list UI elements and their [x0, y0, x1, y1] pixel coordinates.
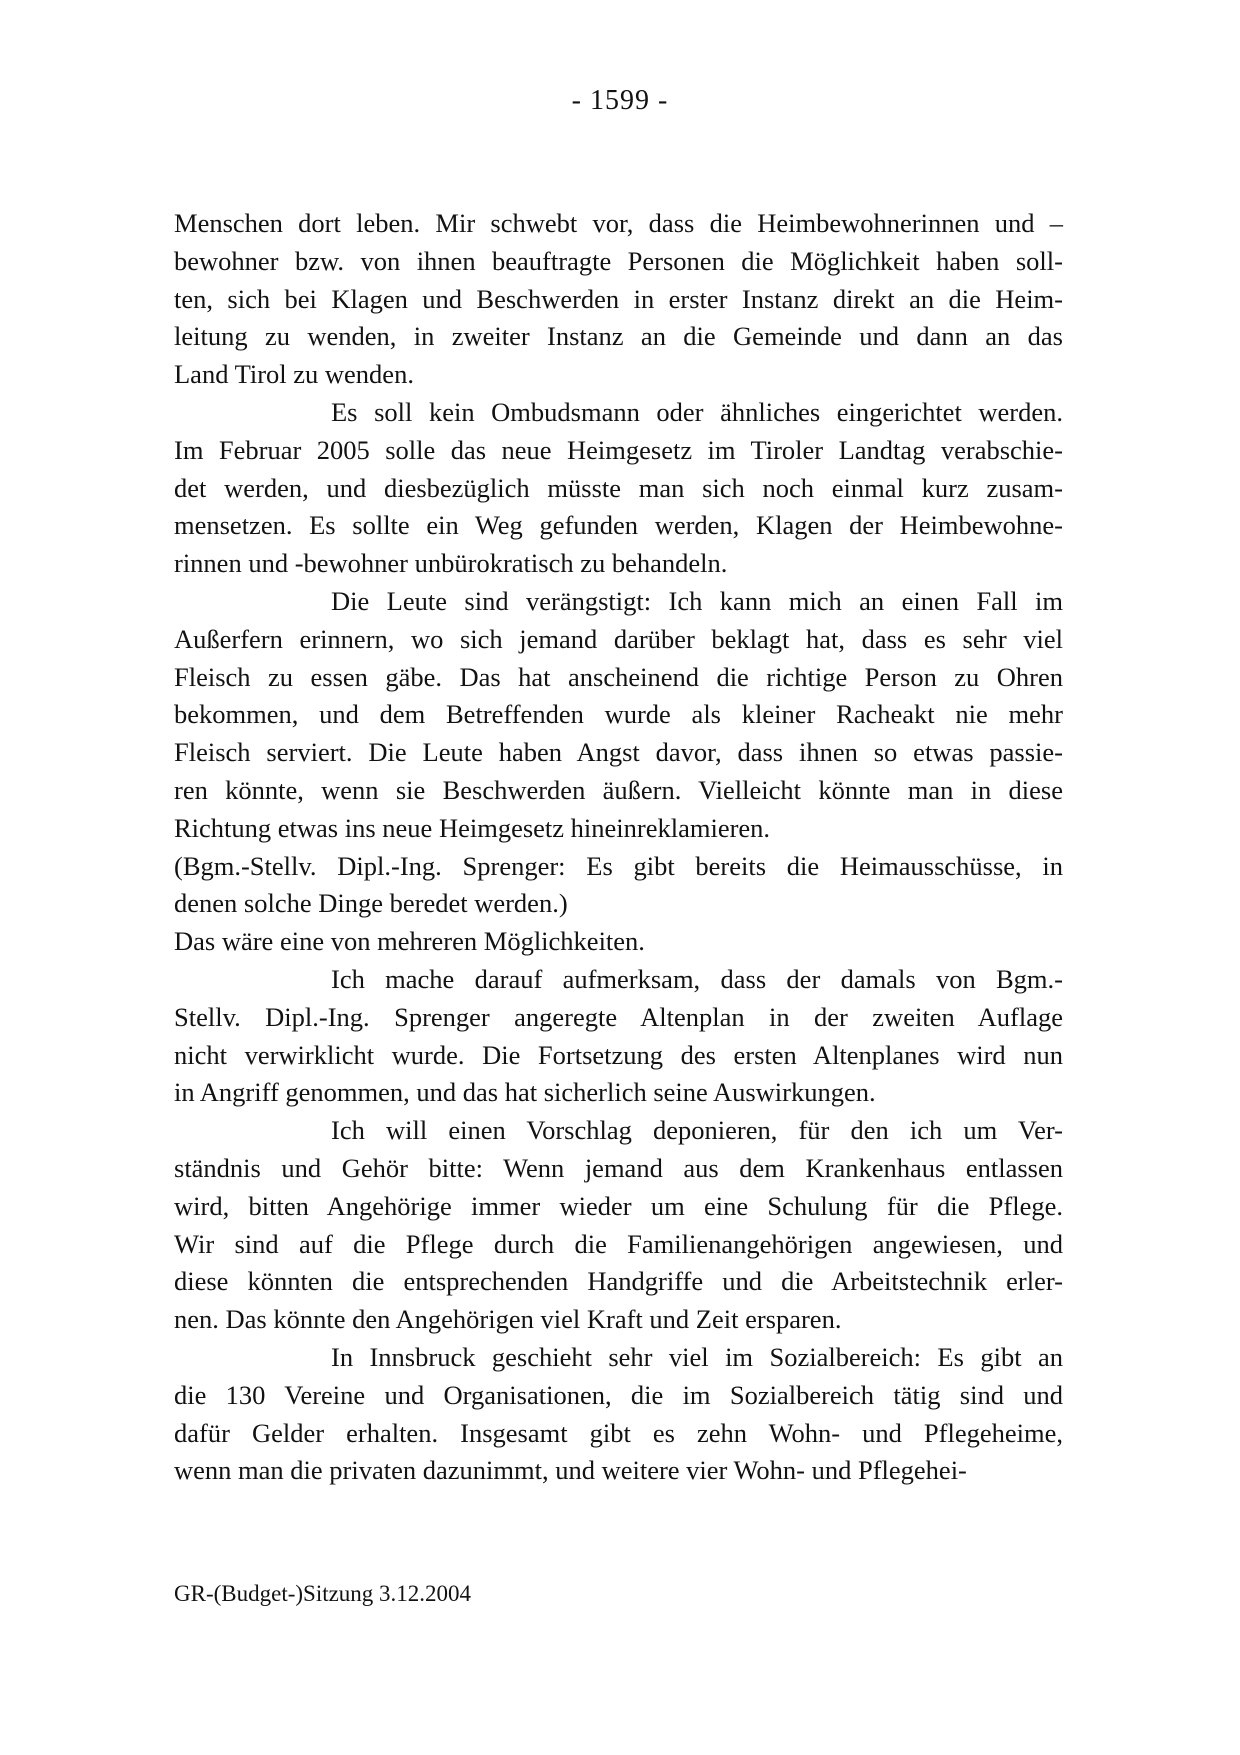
text-line: Ich mache darauf aufmerksam, dass der damals von Bgm.- [331, 963, 1063, 994]
paragraph [174, 1112, 1063, 1339]
text-line: rinnen und -bewohner unbürokratisch zu behandeln. [174, 548, 728, 579]
text-line: diese könnten die entsprechenden Handgriffe und die Arbeitstechnik erler- [174, 1266, 1063, 1297]
text-line: Die Leute sind verängstigt: Ich kann mich an einen Fall im [331, 585, 1063, 616]
text-line: dafür Gelder erhalten. Insgesamt gibt es zehn Wohn- und Pflegeheime, [174, 1417, 1063, 1448]
text-line: In Innsbruck geschieht sehr viel im Sozialbereich: Es gibt an [331, 1341, 1063, 1372]
text-line: Land Tirol zu wenden. [174, 359, 414, 390]
text-line: wird, bitten Angehörige immer wieder um eine Schulung für die Pflege. [174, 1190, 1063, 1221]
paragraph [174, 923, 1063, 961]
text-line: Menschen dort leben. Mir schwebt vor, dass die Heimbewohnerinnen und – [174, 208, 1063, 238]
text-line: in Angriff genommen, und das hat sicherlich seine Auswirkungen. [174, 1077, 876, 1108]
text-line: ständnis und Gehör bitte: Wenn jemand aus dem Krankenhaus entlassen [174, 1152, 1063, 1183]
text-line: (Bgm.-Stellv. Dipl.-Ing. Sprenger: Es gibt bereits die Heimausschüsse, in [174, 850, 1063, 881]
text-line: nicht verwirklicht wurde. Die Fortsetzung des ersten Altenplanes wird nun [174, 1039, 1063, 1070]
text-line: Im Februar 2005 solle das neue Heimgesetz im Tiroler Landtag verabschie- [174, 434, 1063, 465]
paragraph [174, 848, 1063, 924]
text-line: Fleisch serviert. Die Leute haben Angst davor, dass ihnen so etwas passie- [174, 737, 1063, 768]
text-line: Richtung etwas ins neue Heimgesetz hineinreklamieren. [174, 812, 771, 843]
text-line: mensetzen. Es sollte ein Weg gefunden werden, Klagen der Heimbewohne- [174, 510, 1063, 541]
text-line: Ich will einen Vorschlag deponieren, für den ich um Ver- [331, 1115, 1063, 1146]
text-line: die 130 Vereine und Organisationen, die im Sozialbereich tätig sind und [174, 1379, 1063, 1410]
text-line: Es soll kein Ombudsmann oder ähnliches eingerichtet werden. [331, 396, 1063, 427]
text-line: Stellv. Dipl.-Ing. Sprenger angeregte Altenplan in der zweiten Auflage [174, 1001, 1063, 1032]
text-line: Wir sind auf die Pflege durch die Familienangehörigen angewiesen, und [174, 1228, 1063, 1259]
paragraph [174, 583, 1063, 848]
text-line: bekommen, und dem Betreffenden wurde als kleiner Racheakt nie mehr [174, 699, 1063, 730]
text-line: det werden, und diesbezüglich müsste man sich noch einmal kurz zusam- [174, 472, 1063, 503]
text-line: wenn man die privaten dazunimmt, und weitere vier Wohn- und Pflegehei- [174, 1455, 967, 1486]
text-line: denen solche Dinge beredet werden.) [174, 888, 568, 919]
text-line: ren könnte, wenn sie Beschwerden äußern. Vielleicht könnte man in diese [174, 774, 1063, 805]
text-line: leitung zu wenden, in zweiter Instanz an die Gemeinde und dann an das [174, 321, 1063, 352]
paragraph [174, 205, 1063, 394]
text-line: ten, sich bei Klagen und Beschwerden in erster Instanz direkt an die Heim- [174, 283, 1063, 314]
text-line: Außerfern erinnern, wo sich jemand darüber beklagt hat, dass es sehr viel [174, 623, 1063, 654]
footer-session-label: GR-(Budget-)Sitzung 3.12.2004 [174, 1581, 472, 1606]
paragraph [174, 1339, 1063, 1490]
text-line: bewohner bzw. von ihnen beauftragte Personen die Möglichkeit haben soll- [174, 245, 1063, 276]
page-number: - 1599 - [571, 85, 669, 116]
text-line: Das wäre eine von mehreren Möglichkeiten. [174, 926, 645, 957]
paragraph [174, 961, 1063, 1112]
text-line: Fleisch zu essen gäbe. Das hat anscheinend die richtige Person zu Ohren [174, 661, 1063, 692]
document-body [174, 205, 1063, 1490]
paragraph [174, 394, 1063, 583]
text-line: nen. Das könnte den Angehörigen viel Kraft und Zeit ersparen. [174, 1304, 842, 1335]
